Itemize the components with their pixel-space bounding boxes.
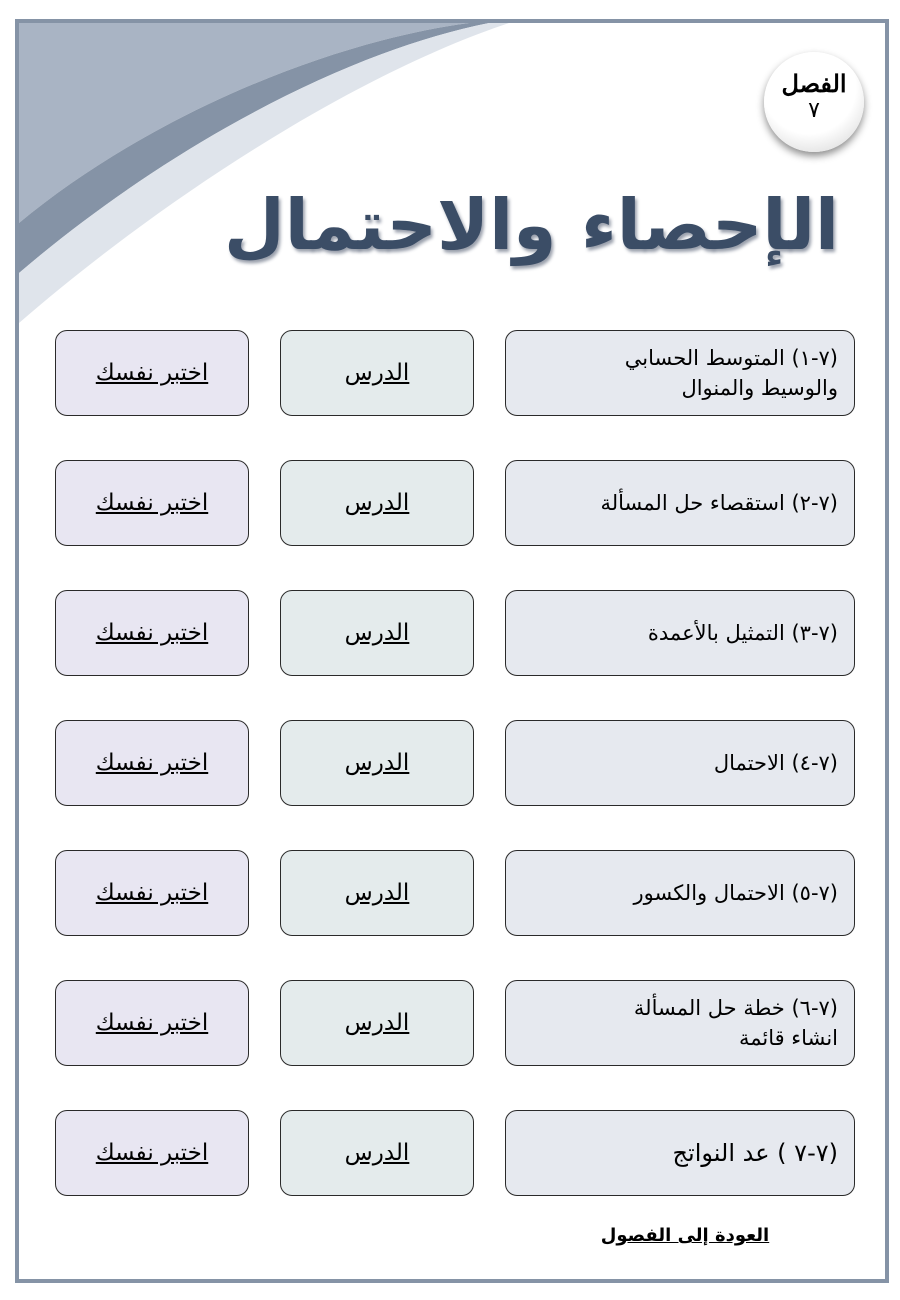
page-frame — [15, 19, 889, 1283]
lesson-title: (٧-٥) الاحتمال والكسور — [633, 881, 838, 905]
lesson-link[interactable]: الدرس — [344, 880, 410, 906]
lesson-button[interactable] — [280, 1110, 474, 1196]
lesson-button[interactable] — [280, 850, 474, 936]
test-yourself-link[interactable]: اختبر نفسك — [95, 880, 209, 906]
test-yourself-link[interactable]: اختبر نفسك — [95, 620, 209, 646]
test-yourself-link[interactable]: اختبر نفسك — [95, 360, 209, 386]
page-title: الإحصاء والاحتمال — [223, 184, 839, 266]
lesson-button[interactable] — [280, 460, 474, 546]
test-yourself-button[interactable] — [55, 1110, 249, 1196]
test-yourself-button[interactable] — [55, 980, 249, 1066]
lesson-title-box — [505, 1110, 855, 1196]
lesson-row — [19, 330, 885, 418]
lesson-row — [19, 590, 885, 678]
lesson-link[interactable]: الدرس — [344, 1010, 410, 1036]
lesson-button[interactable] — [280, 720, 474, 806]
chapter-number: ٧ — [808, 98, 820, 123]
lesson-link[interactable]: الدرس — [344, 750, 410, 776]
lesson-list — [19, 23, 885, 1279]
test-yourself-link[interactable]: اختبر نفسك — [95, 490, 209, 516]
lesson-title: (٧-٣) التمثيل بالأعمدة — [647, 621, 838, 645]
lesson-link[interactable]: الدرس — [344, 360, 410, 386]
lesson-title: (٧-١) المتوسط الحسابي والوسيط والمنوال — [624, 346, 838, 400]
lesson-button[interactable] — [280, 590, 474, 676]
lesson-row — [19, 1110, 885, 1198]
test-yourself-link[interactable]: اختبر نفسك — [95, 1010, 209, 1036]
lesson-button[interactable] — [280, 980, 474, 1066]
lesson-link[interactable]: الدرس — [344, 1140, 410, 1166]
lesson-row — [19, 460, 885, 548]
lesson-row — [19, 720, 885, 808]
lesson-link[interactable]: الدرس — [344, 620, 410, 646]
lesson-row — [19, 980, 885, 1068]
test-yourself-button[interactable] — [55, 460, 249, 546]
lesson-title-box — [505, 330, 855, 416]
lesson-title-box — [505, 980, 855, 1066]
test-yourself-button[interactable] — [55, 850, 249, 936]
lesson-title-box — [505, 460, 855, 546]
lesson-title-box — [505, 850, 855, 936]
lesson-title-box — [505, 720, 855, 806]
lesson-title: (٧-٤) الاحتمال — [713, 751, 838, 775]
test-yourself-link[interactable]: اختبر نفسك — [95, 1140, 209, 1166]
lesson-title: (٧-٦) خطة حل المسألة انشاء قائمة — [633, 996, 838, 1050]
chapter-label: الفصل — [781, 69, 847, 98]
lesson-title: (٧-٢) استقصاء حل المسألة — [600, 491, 838, 515]
test-yourself-link[interactable]: اختبر نفسك — [95, 750, 209, 776]
lesson-link[interactable]: الدرس — [344, 490, 410, 516]
back-to-chapters-link[interactable]: العودة إلى الفصول — [600, 1225, 770, 1246]
lesson-button[interactable] — [280, 330, 474, 416]
lesson-row — [19, 850, 885, 938]
lesson-title-box — [505, 590, 855, 676]
test-yourself-button[interactable] — [55, 590, 249, 676]
test-yourself-button[interactable] — [55, 330, 249, 416]
test-yourself-button[interactable] — [55, 720, 249, 806]
lesson-title: (٧-٧ ) عد النواتج — [672, 1139, 838, 1167]
